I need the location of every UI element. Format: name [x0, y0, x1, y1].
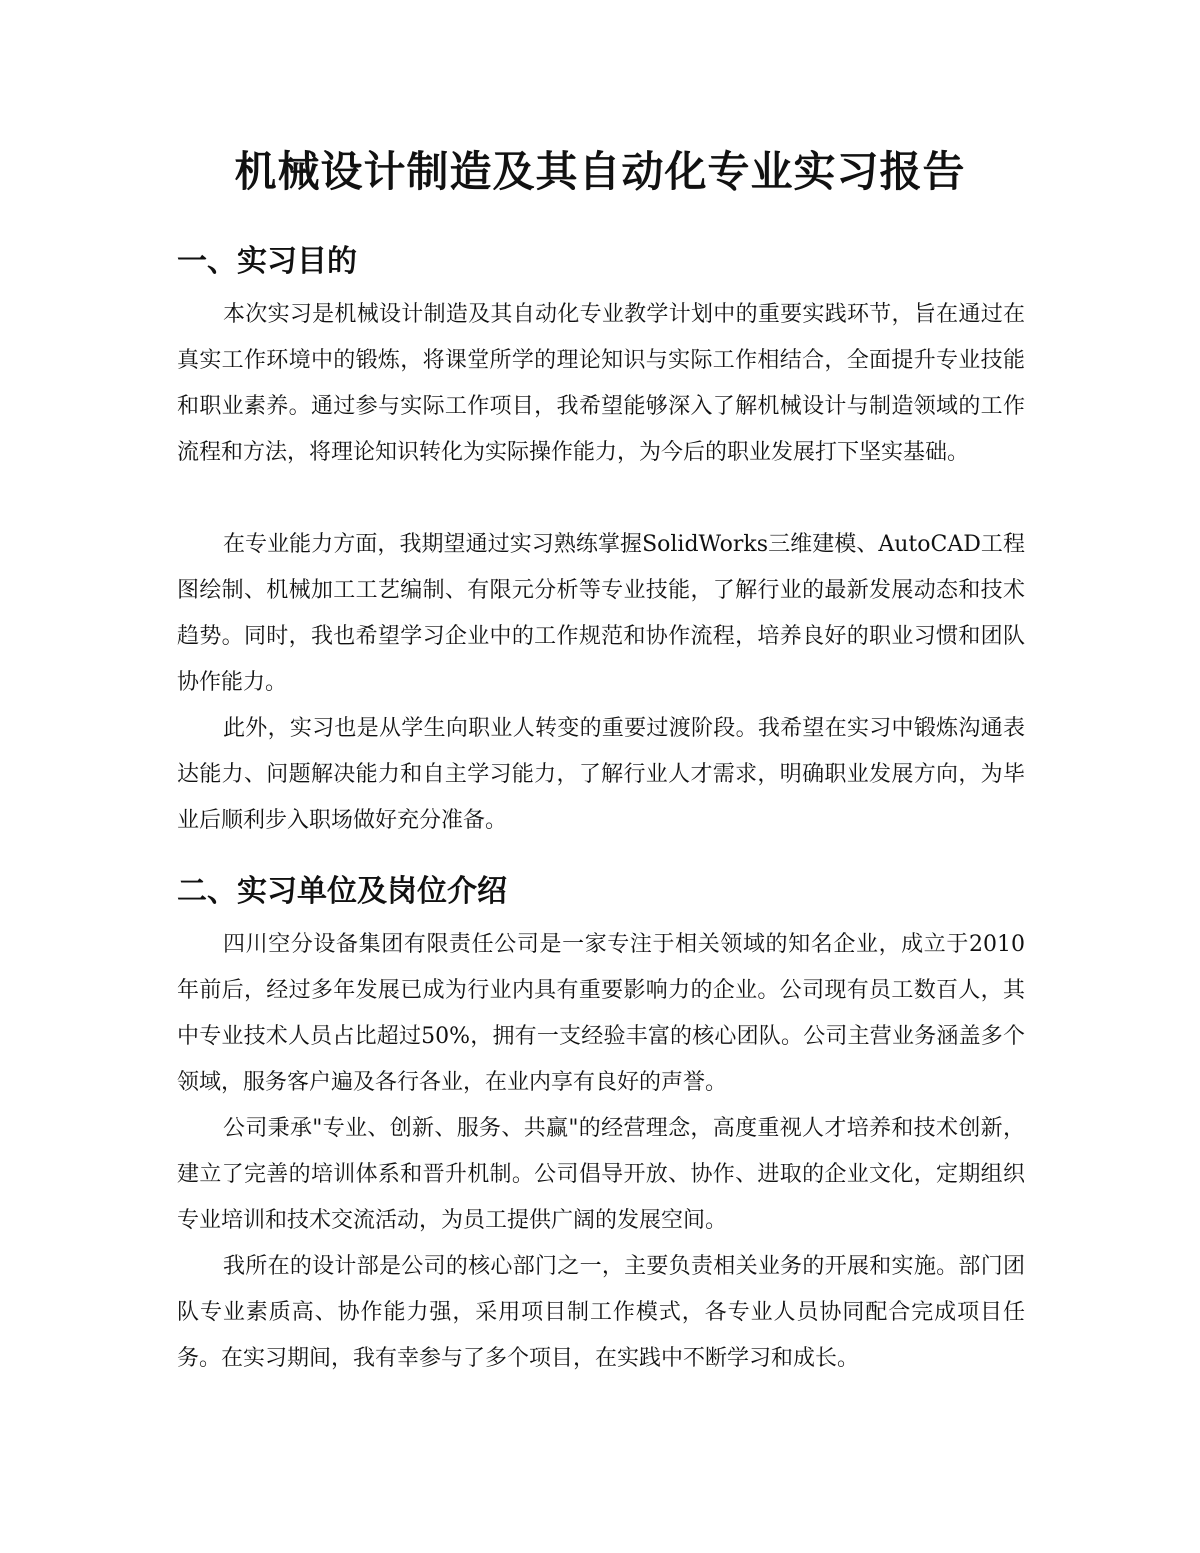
paragraph: 我所在的设计部是公司的核心部门之一，主要负责相关业务的开展和实施。部门团队专业素质高、协作能力强，采用项目制工作模式，各专业人员协同配合完成项目任务。在实习期间，我有幸参与了多个项目，在实践中不断学习和成长。: [177, 1254, 1025, 1371]
section-heading-company: 二、实习单位及岗位介绍: [177, 874, 507, 909]
paragraph: 公司秉承"专业、创新、服务、共赢"的经营理念，高度重视人才培养和技术创新，建立了完善的培训体系和晋升机制。公司倡导开放、协作、进取的企业文化，定期组织专业培训和技术交流活动，为员工提供广阔的发展空间。: [177, 1116, 1025, 1233]
paragraph: 此外，实习也是从学生向职业人转变的重要过渡阶段。我希望在实习中锻炼沟通表达能力、问题解决能力和自主学习能力，了解行业人才需求，明确职业发展方向，为毕业后顺利步入职场做好充分准备。: [177, 716, 1025, 833]
paragraph: 四川空分设备集团有限责任公司是一家专注于相关领域的知名企业，成立于2010年前后，经过多年发展已成为行业内具有重要影响力的企业。公司现有员工数百人，其中专业技术人员占比超过50%，拥有一支经验丰富的核心团队。公司主营业务涵盖多个领域，服务客户遍及各行各业，在业内享有良好的声誉。: [177, 932, 1025, 1095]
document-title: 机械设计制造及其自动化专业实习报告: [234, 147, 966, 196]
paragraph: 本次实习是机械设计制造及其自动化专业教学计划中的重要实践环节，旨在通过在真实工作环境中的锻炼，将课堂所学的理论知识与实际工作相结合，全面提升专业技能和职业素养。通过参与实际工作项目，我希望能够深入了解机械设计与制造领域的工作流程和方法，将理论知识转化为实际操作能力，为今后的职业发展打下坚实基础。: [177, 302, 1025, 465]
paragraph: 在专业能力方面，我期望通过实习熟练掌握SolidWorks三维建模、AutoCAD工程图绘制、机械加工工艺编制、有限元分析等专业技能，了解行业的最新发展动态和技术趋势。同时，我也希望学习企业中的工作规范和协作流程，培养良好的职业习惯和团队协作能力。: [177, 532, 1025, 695]
section-heading-purpose: 一、实习目的: [177, 244, 357, 279]
